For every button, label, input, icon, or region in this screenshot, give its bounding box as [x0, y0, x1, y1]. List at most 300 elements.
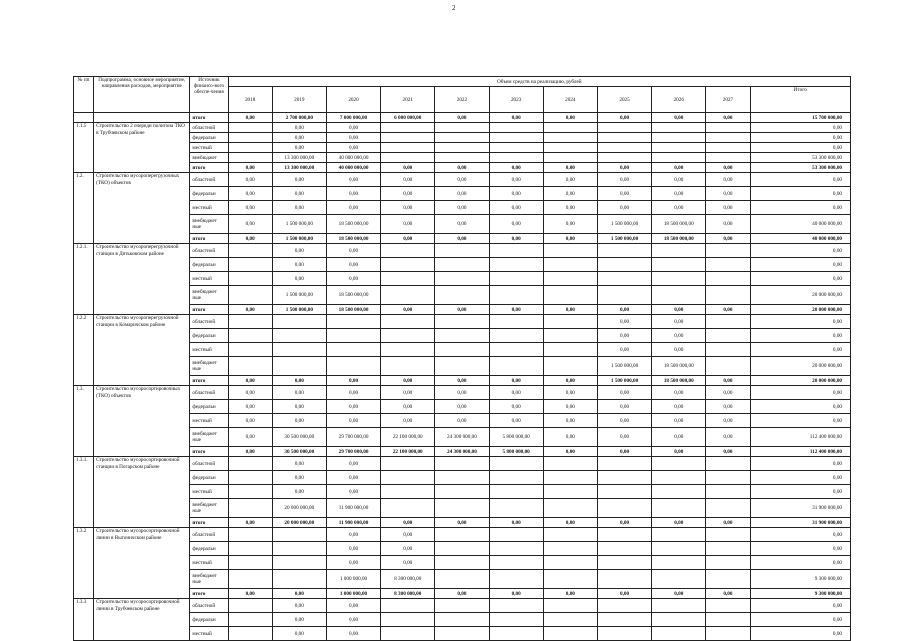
value-cell: 0,00	[489, 518, 543, 528]
value-cell	[489, 357, 543, 376]
value-cell: 30 500 000,00	[272, 428, 326, 447]
value-cell	[489, 627, 543, 641]
value-cell	[706, 542, 750, 556]
value-cell: 0,00	[652, 447, 706, 457]
source-cell: внебюджет ные	[190, 570, 228, 589]
value-cell	[381, 357, 435, 376]
total-cell: 31 900 000,00	[750, 518, 851, 528]
value-cell: 0,00	[652, 113, 706, 123]
value-cell: 0,00	[381, 201, 435, 215]
value-cell: 1 500 000,00	[597, 376, 651, 386]
value-cell: 0,00	[272, 244, 326, 258]
value-cell	[706, 457, 750, 471]
value-cell	[543, 143, 597, 153]
value-cell	[381, 244, 435, 258]
value-cell: 0,00	[272, 187, 326, 201]
header-amount: Объем средств на реализацию, рублей	[228, 77, 850, 87]
total-cell: 20 000 000,00	[750, 286, 851, 305]
value-cell: 0,00	[326, 457, 380, 471]
value-cell	[435, 556, 489, 570]
value-cell	[272, 570, 326, 589]
value-cell	[381, 599, 435, 613]
value-cell: 0,00	[272, 485, 326, 499]
value-cell: 30 500 000,00	[272, 447, 326, 457]
value-cell: 18 500 000,00	[326, 234, 380, 244]
table-header	[74, 77, 851, 113]
value-cell	[706, 357, 750, 376]
value-cell	[543, 343, 597, 357]
table-row	[74, 173, 851, 187]
value-cell: 0,00	[228, 447, 272, 457]
value-cell: 0,00	[706, 376, 750, 386]
value-cell	[435, 315, 489, 329]
value-cell: 0,00	[706, 414, 750, 428]
value-cell	[381, 143, 435, 153]
value-cell: 0,00	[228, 376, 272, 386]
value-cell: 0,00	[597, 414, 651, 428]
header-year: 2025	[597, 87, 651, 113]
table-row	[74, 613, 851, 627]
value-cell	[435, 133, 489, 143]
header-name: Подпрограмма, основное мероприятие, направления расходов, мероприятие	[94, 77, 190, 113]
value-cell: 0,00	[326, 244, 380, 258]
table-row	[74, 143, 851, 153]
value-cell	[228, 599, 272, 613]
source-cell: федеральн	[190, 613, 228, 627]
table-row	[74, 471, 851, 485]
header-number: № пп	[74, 77, 94, 113]
value-cell	[652, 542, 706, 556]
value-cell: 0,00	[706, 234, 750, 244]
value-cell	[326, 343, 380, 357]
table-row	[74, 457, 851, 471]
value-cell	[652, 244, 706, 258]
source-cell: федеральн	[190, 133, 228, 143]
total-cell: 0,00	[750, 343, 851, 357]
value-cell	[489, 343, 543, 357]
header-year: 2024	[543, 87, 597, 113]
value-cell	[435, 272, 489, 286]
value-cell	[652, 599, 706, 613]
value-cell	[435, 471, 489, 485]
value-cell: 1 000 000,00	[326, 570, 380, 589]
value-cell	[228, 485, 272, 499]
value-cell	[652, 528, 706, 542]
total-cell: 53 300 000,00	[750, 153, 851, 163]
row-name: Строительство мусороперегрузочных (ТКО) объектов	[94, 173, 190, 244]
value-cell	[489, 315, 543, 329]
value-cell	[706, 556, 750, 570]
value-cell	[435, 499, 489, 518]
total-cell: 0,00	[750, 187, 851, 201]
value-cell	[435, 570, 489, 589]
value-cell	[489, 244, 543, 258]
table-row	[74, 215, 851, 234]
source-cell: областной	[190, 599, 228, 613]
value-cell: 0,00	[228, 414, 272, 428]
value-cell	[435, 143, 489, 153]
value-cell	[652, 627, 706, 641]
value-cell	[706, 528, 750, 542]
value-cell: 0,00	[652, 518, 706, 528]
value-cell	[597, 613, 651, 627]
value-cell	[652, 153, 706, 163]
value-cell: 5 800 000,00	[489, 428, 543, 447]
row-index: 1.3.2	[74, 528, 94, 599]
value-cell: 0,00	[381, 556, 435, 570]
value-cell	[381, 457, 435, 471]
source-cell: внебюджет ные	[190, 357, 228, 376]
value-cell	[543, 133, 597, 143]
table-row	[74, 528, 851, 542]
value-cell: 0,00	[272, 589, 326, 599]
total-cell: 112 400 000,00	[750, 447, 851, 457]
source-cell: местный	[190, 201, 228, 215]
source-cell: областной	[190, 386, 228, 400]
value-cell: 0,00	[326, 471, 380, 485]
table-row	[74, 589, 851, 599]
value-cell: 0,00	[228, 215, 272, 234]
value-cell: 0,00	[272, 272, 326, 286]
value-cell	[228, 315, 272, 329]
table-row	[74, 428, 851, 447]
value-cell: 0,00	[597, 589, 651, 599]
value-cell: 0,00	[597, 305, 651, 315]
row-index: 1.3.3	[74, 599, 94, 641]
value-cell	[706, 329, 750, 343]
value-cell: 0,00	[489, 113, 543, 123]
value-cell	[706, 570, 750, 589]
value-cell	[489, 272, 543, 286]
table-row	[74, 357, 851, 376]
value-cell: 20 000 000,00	[272, 499, 326, 518]
value-cell	[489, 613, 543, 627]
total-cell: 9 300 000,00	[750, 570, 851, 589]
total-cell: 0,00	[750, 414, 851, 428]
value-cell	[652, 570, 706, 589]
value-cell: 0,00	[489, 414, 543, 428]
value-cell: 5 800 000,00	[489, 447, 543, 457]
value-cell: 0,00	[435, 305, 489, 315]
value-cell: 0,00	[543, 518, 597, 528]
total-cell: 0,00	[750, 143, 851, 153]
value-cell	[543, 272, 597, 286]
value-cell: 0,00	[381, 187, 435, 201]
value-cell: 0,00	[272, 400, 326, 414]
source-cell: местный	[190, 143, 228, 153]
value-cell: 1 500 000,00	[272, 286, 326, 305]
value-cell	[435, 528, 489, 542]
value-cell: 0,00	[326, 400, 380, 414]
total-cell: 0,00	[750, 329, 851, 343]
header-year: 2021	[381, 87, 435, 113]
value-cell: 0,00	[326, 627, 380, 641]
value-cell: 0,00	[652, 305, 706, 315]
source-cell: областной	[190, 173, 228, 187]
value-cell	[706, 153, 750, 163]
value-cell: 0,00	[652, 400, 706, 414]
value-cell	[381, 471, 435, 485]
value-cell: 29 700 000,00	[326, 428, 380, 447]
value-cell	[489, 499, 543, 518]
value-cell: 1 500 000,00	[272, 305, 326, 315]
value-cell	[543, 357, 597, 376]
value-cell: 0,00	[597, 201, 651, 215]
value-cell: 0,00	[435, 414, 489, 428]
value-cell: 0,00	[228, 400, 272, 414]
source-cell: внебюджет	[190, 153, 228, 163]
value-cell	[706, 471, 750, 485]
total-cell: 0,00	[750, 400, 851, 414]
value-cell	[652, 286, 706, 305]
value-cell: 0,00	[326, 386, 380, 400]
value-cell	[381, 258, 435, 272]
total-cell: 0,00	[750, 599, 851, 613]
value-cell	[489, 485, 543, 499]
table-row	[74, 163, 851, 173]
value-cell	[435, 613, 489, 627]
value-cell	[435, 123, 489, 133]
table-row	[74, 153, 851, 163]
value-cell: 0,00	[489, 173, 543, 187]
value-cell: 0,00	[435, 400, 489, 414]
value-cell: 0,00	[326, 173, 380, 187]
value-cell	[597, 627, 651, 641]
table-row	[74, 244, 851, 258]
value-cell: 0,00	[543, 201, 597, 215]
total-cell: 0,00	[750, 123, 851, 133]
total-cell: 0,00	[750, 613, 851, 627]
value-cell: 0,00	[228, 386, 272, 400]
source-cell: итого	[190, 113, 228, 123]
value-cell: 0,00	[272, 123, 326, 133]
value-cell	[435, 286, 489, 305]
total-cell: 0,00	[750, 201, 851, 215]
table-row	[74, 627, 851, 641]
row-index: 1.2.2	[74, 315, 94, 386]
total-cell: 0,00	[750, 528, 851, 542]
value-cell	[228, 570, 272, 589]
value-cell: 0,00	[381, 305, 435, 315]
value-cell: 1 500 000,00	[597, 357, 651, 376]
total-cell: 0,00	[750, 457, 851, 471]
row-index: 1.2.	[74, 173, 94, 244]
value-cell: 0,00	[597, 163, 651, 173]
value-cell: 2 700 000,00	[272, 113, 326, 123]
value-cell	[435, 542, 489, 556]
value-cell: 0,00	[543, 215, 597, 234]
value-cell: 0,00	[706, 163, 750, 173]
total-cell: 0,00	[750, 386, 851, 400]
value-cell: 0,00	[543, 113, 597, 123]
source-cell: областной	[190, 457, 228, 471]
row-name: Строительство мусоросортировочной станции в Погарском районе	[94, 457, 190, 528]
total-cell: 20 000 000,00	[750, 357, 851, 376]
row-name: Строительство мусоросортировочной линии в Выгоничском районе	[94, 528, 190, 599]
source-cell: областной	[190, 315, 228, 329]
value-cell	[228, 528, 272, 542]
value-cell: 0,00	[381, 163, 435, 173]
value-cell: 0,00	[381, 518, 435, 528]
source-cell: федеральн	[190, 542, 228, 556]
value-cell: 0,00	[543, 187, 597, 201]
header-year: 2023	[489, 87, 543, 113]
value-cell	[228, 286, 272, 305]
value-cell: 0,00	[381, 542, 435, 556]
value-cell: 0,00	[326, 133, 380, 143]
value-cell	[652, 471, 706, 485]
value-cell	[543, 613, 597, 627]
row-name: Строительство мусороперегрузочной станции в Комаричском районе	[94, 315, 190, 386]
value-cell: 24 300 000,00	[435, 428, 489, 447]
value-cell: 18 500 000,00	[326, 305, 380, 315]
value-cell: 13 300 000,00	[272, 163, 326, 173]
value-cell	[543, 153, 597, 163]
value-cell: 1 500 000,00	[272, 234, 326, 244]
value-cell: 0,00	[326, 143, 380, 153]
total-cell: 40 000 000,00	[750, 215, 851, 234]
value-cell	[597, 123, 651, 133]
value-cell: 0,00	[543, 173, 597, 187]
total-cell: 0,00	[750, 133, 851, 143]
value-cell: 0,00	[381, 386, 435, 400]
table-row	[74, 343, 851, 357]
value-cell: 0,00	[652, 173, 706, 187]
value-cell	[228, 457, 272, 471]
value-cell: 0,00	[543, 376, 597, 386]
value-cell	[597, 133, 651, 143]
value-cell	[597, 528, 651, 542]
table-row	[74, 599, 851, 613]
value-cell	[652, 613, 706, 627]
value-cell: 0,00	[489, 376, 543, 386]
value-cell: 6 000 000,00	[381, 113, 435, 123]
value-cell	[381, 315, 435, 329]
value-cell: 0,00	[326, 201, 380, 215]
value-cell: 0,00	[272, 457, 326, 471]
value-cell: 18 500 000,00	[652, 234, 706, 244]
value-cell: 0,00	[272, 173, 326, 187]
value-cell	[597, 286, 651, 305]
value-cell	[543, 471, 597, 485]
value-cell	[706, 286, 750, 305]
value-cell: 0,00	[272, 376, 326, 386]
value-cell: 0,00	[543, 428, 597, 447]
value-cell: 22 100 000,00	[381, 428, 435, 447]
value-cell: 0,00	[706, 173, 750, 187]
table-row	[74, 272, 851, 286]
table-row	[74, 570, 851, 589]
value-cell	[706, 613, 750, 627]
source-cell: итого	[190, 447, 228, 457]
value-cell	[228, 357, 272, 376]
value-cell	[489, 471, 543, 485]
table-row	[74, 201, 851, 215]
value-cell: 0,00	[706, 305, 750, 315]
source-cell: внебюджет ные	[190, 286, 228, 305]
header-year: 2018	[228, 87, 272, 113]
value-cell: 0,00	[228, 113, 272, 123]
table-row	[74, 485, 851, 499]
value-cell: 18 500 000,00	[652, 376, 706, 386]
value-cell: 0,00	[435, 187, 489, 201]
value-cell: 0,00	[597, 113, 651, 123]
value-cell	[489, 258, 543, 272]
value-cell: 0,00	[228, 163, 272, 173]
table-row	[74, 414, 851, 428]
value-cell: 0,00	[706, 113, 750, 123]
total-cell: 9 300 000,00	[750, 589, 851, 599]
value-cell: 0,00	[381, 173, 435, 187]
source-cell: областной	[190, 244, 228, 258]
value-cell: 0,00	[489, 187, 543, 201]
budget-table	[73, 76, 851, 641]
total-cell: 0,00	[750, 315, 851, 329]
total-cell: 0,00	[750, 542, 851, 556]
source-cell: федеральн	[190, 258, 228, 272]
source-cell: местный	[190, 627, 228, 641]
total-cell: 40 000 000,00	[750, 234, 851, 244]
value-cell	[543, 542, 597, 556]
total-cell: 0,00	[750, 258, 851, 272]
source-cell: федеральн	[190, 187, 228, 201]
value-cell	[543, 599, 597, 613]
value-cell	[706, 272, 750, 286]
value-cell: 0,00	[435, 173, 489, 187]
value-cell: 0,00	[706, 400, 750, 414]
value-cell: 0,00	[597, 518, 651, 528]
value-cell	[543, 258, 597, 272]
value-cell: 0,00	[326, 414, 380, 428]
value-cell	[326, 315, 380, 329]
row-index: 1.1.5	[74, 123, 94, 173]
value-cell: 0,00	[381, 528, 435, 542]
value-cell: 11 900 000,00	[326, 499, 380, 518]
table-row	[74, 286, 851, 305]
page-number: 2	[452, 4, 456, 12]
value-cell	[272, 542, 326, 556]
value-cell: 0,00	[652, 329, 706, 343]
value-cell: 0,00	[272, 258, 326, 272]
value-cell: 0,00	[652, 343, 706, 357]
table-row	[74, 315, 851, 329]
value-cell	[597, 457, 651, 471]
value-cell: 20 000 000,00	[272, 518, 326, 528]
value-cell: 0,00	[543, 386, 597, 400]
value-cell	[706, 133, 750, 143]
value-cell	[381, 286, 435, 305]
value-cell: 0,00	[543, 414, 597, 428]
value-cell: 0,00	[706, 201, 750, 215]
value-cell	[706, 343, 750, 357]
value-cell	[652, 499, 706, 518]
value-cell: 0,00	[381, 215, 435, 234]
source-cell: местный	[190, 485, 228, 499]
value-cell	[228, 499, 272, 518]
value-cell	[543, 244, 597, 258]
value-cell	[381, 272, 435, 286]
value-cell	[489, 570, 543, 589]
table-row	[74, 400, 851, 414]
value-cell	[706, 499, 750, 518]
value-cell: 0,00	[326, 123, 380, 133]
value-cell: 0,00	[706, 589, 750, 599]
value-cell	[652, 143, 706, 153]
value-cell	[597, 542, 651, 556]
value-cell: 18 500 000,00	[326, 286, 380, 305]
value-cell	[326, 357, 380, 376]
value-cell: 0,00	[706, 428, 750, 447]
